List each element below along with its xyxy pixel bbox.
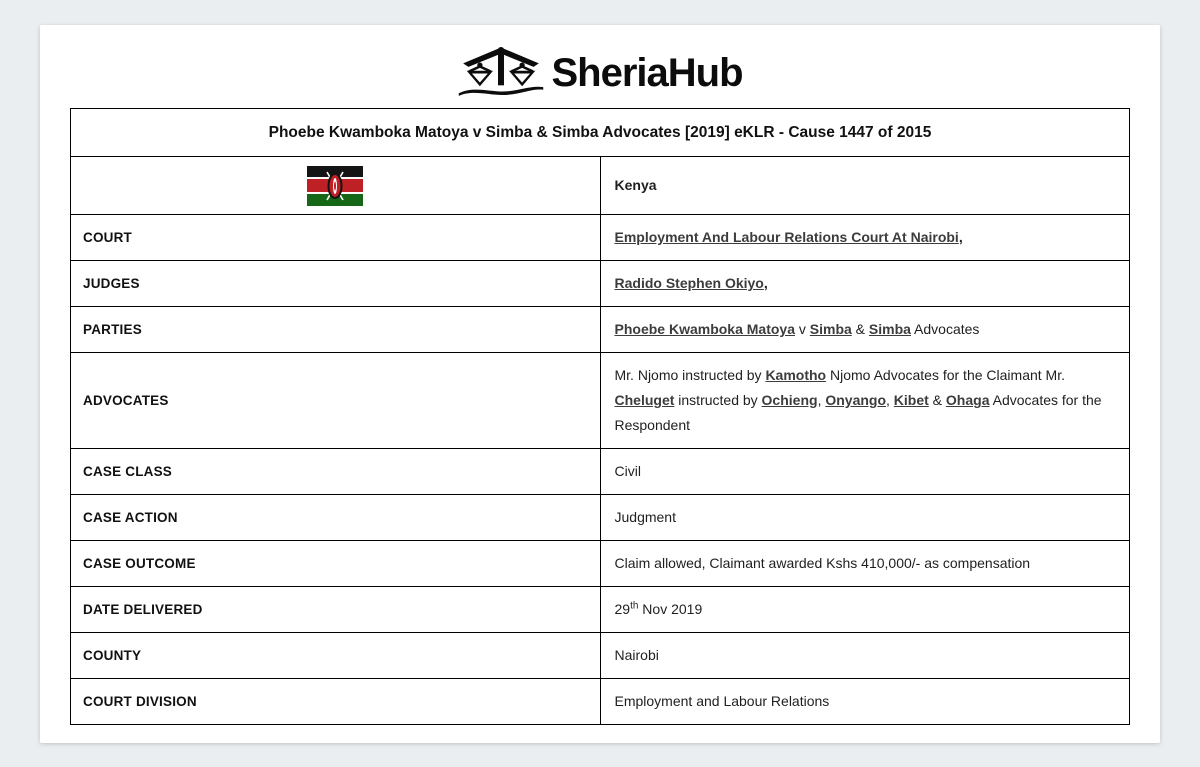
value-text: Mr. Njomo instructed by xyxy=(614,367,766,383)
value-text: Nov 2019 xyxy=(638,601,703,617)
field-value xyxy=(600,307,1130,353)
case-link[interactable]: Ohaga xyxy=(945,392,990,408)
value-text: & xyxy=(851,321,869,337)
field-value xyxy=(600,261,1130,307)
field-value xyxy=(600,215,1130,261)
value-text: instructed by xyxy=(674,392,762,408)
field-label-date-delivered: DATE DELIVERED xyxy=(71,587,601,633)
value-text: v xyxy=(795,321,810,337)
field-value xyxy=(600,353,1130,449)
scales-of-justice-icon xyxy=(457,46,545,100)
case-table-body xyxy=(71,109,1130,725)
value-text: , xyxy=(886,392,894,408)
value-text: Claim allowed, Claimant awarded Kshs 410,000/- as compensation xyxy=(614,555,1031,571)
site-logo[interactable] xyxy=(70,45,1130,100)
table-row xyxy=(71,353,1130,449)
table-row xyxy=(71,449,1130,495)
case-title-row xyxy=(71,109,1130,157)
table-row xyxy=(71,541,1130,587)
field-value xyxy=(600,449,1130,495)
field-value xyxy=(600,679,1130,725)
country-name: Kenya xyxy=(600,157,1130,215)
value-text: Judgment xyxy=(614,509,676,525)
table-row xyxy=(71,633,1130,679)
ordinal-suffix: th xyxy=(630,600,639,612)
flag-cell xyxy=(71,157,601,215)
case-card xyxy=(40,25,1160,743)
field-value xyxy=(600,541,1130,587)
value-text: , xyxy=(958,229,963,245)
case-link[interactable]: Simba xyxy=(809,321,852,337)
field-label-advocates: ADVOCATES xyxy=(71,353,601,449)
table-row xyxy=(71,679,1130,725)
field-value xyxy=(600,633,1130,679)
case-link[interactable]: Kamotho xyxy=(765,367,827,383)
case-link[interactable]: Phoebe Kwamboka Matoya xyxy=(614,321,795,337)
field-label-judges: JUDGES xyxy=(71,261,601,307)
field-label-case-outcome: CASE OUTCOME xyxy=(71,541,601,587)
value-text: Advocates xyxy=(910,321,980,337)
case-link[interactable]: Radido Stephen Okiyo xyxy=(614,275,764,291)
value-text: , xyxy=(763,275,768,291)
value-text: & xyxy=(928,392,946,408)
field-label-court-division: COURT DIVISION xyxy=(71,679,601,725)
field-label-county: COUNTY xyxy=(71,633,601,679)
case-link[interactable]: Employment And Labour Relations Court At Nairobi xyxy=(614,229,959,245)
case-link[interactable]: Kibet xyxy=(893,392,929,408)
value-text: Employment and Labour Relations xyxy=(614,693,830,709)
site-title: SheriaHub xyxy=(551,50,743,95)
value-text: , xyxy=(817,392,826,408)
field-label-case-action: CASE ACTION xyxy=(71,495,601,541)
kenya-flag-icon xyxy=(307,166,363,206)
case-link[interactable]: Simba xyxy=(868,321,911,337)
table-row xyxy=(71,495,1130,541)
table-row xyxy=(71,307,1130,353)
table-row xyxy=(71,215,1130,261)
case-details-table xyxy=(70,108,1130,725)
value-text: 29 xyxy=(614,601,631,617)
country-row xyxy=(71,157,1130,215)
case-title: Phoebe Kwamboka Matoya v Simba & Simba Advocates [2019] eKLR - Cause 1447 of 2015 xyxy=(71,109,1130,157)
field-label-case-class: CASE CLASS xyxy=(71,449,601,495)
value-text: Nairobi xyxy=(614,647,659,663)
field-value xyxy=(600,587,1130,633)
field-label-court: COURT xyxy=(71,215,601,261)
field-value xyxy=(600,495,1130,541)
case-link[interactable]: Cheluget xyxy=(614,392,675,408)
value-text: Njomo Advocates for the Claimant Mr. xyxy=(826,367,1065,383)
case-link[interactable]: Onyango xyxy=(825,392,887,408)
value-text: Advocates for the Respondent xyxy=(614,392,1102,433)
table-row xyxy=(71,261,1130,307)
field-label-parties: PARTIES xyxy=(71,307,601,353)
table-row xyxy=(71,587,1130,633)
case-link[interactable]: Ochieng xyxy=(761,392,818,408)
value-text: Civil xyxy=(614,463,641,479)
